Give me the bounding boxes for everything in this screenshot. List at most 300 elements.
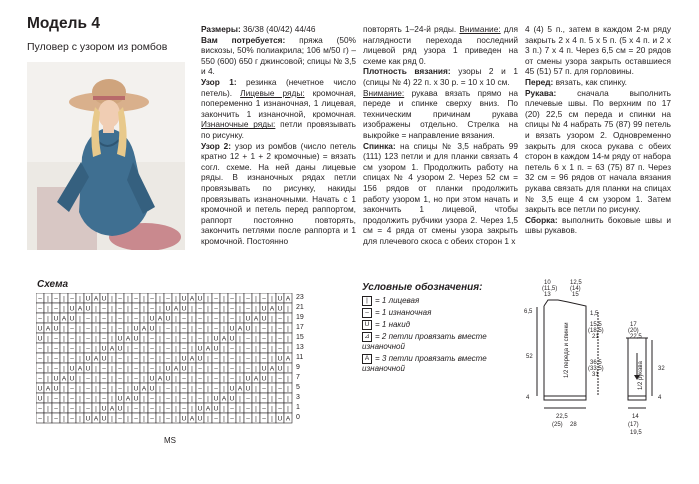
legend-item-yarn-over	[362, 320, 410, 330]
chart-symbol: |	[207, 395, 209, 403]
chart-symbol: U	[85, 295, 91, 303]
chart-symbol: |	[175, 405, 177, 413]
chart-symbol: –	[54, 355, 58, 363]
text-column-2	[363, 24, 518, 246]
chart-symbol: |	[175, 325, 177, 333]
chart-symbol: U	[133, 335, 139, 343]
chart-symbol: U	[261, 305, 267, 313]
chart-symbol: –	[134, 405, 138, 413]
chart-symbol: |	[191, 305, 193, 313]
chart-symbol: –	[214, 295, 218, 303]
chart-symbol: –	[150, 355, 154, 363]
chart-symbol: |	[127, 325, 129, 333]
chart-symbol: –	[118, 375, 122, 383]
chart-symbol: –	[278, 375, 282, 383]
chart-symbol: |	[239, 345, 241, 353]
chart-symbol: U	[213, 335, 219, 343]
back-text: на спицы № 3,5 набрать 99 (111) 123 петли и для планки связать 4 см узором 1. Продолжить работу на спицах № 4 узором 2. Через 52 см = 156 рядов от планки продолжить работу узором 1, но при этом начать и закончить 1 лицевой, чтобы продолжить рубчики узора 2. Через 1,5 см = 4 ряда от смены узора закрыть для плечевого скоса с обеих сторон 1 x	[363, 140, 518, 246]
chart-symbol: A	[61, 315, 67, 323]
chart-symbol: A	[45, 385, 51, 393]
attention-text: для наглядности перехода последний лицевой ряд узора 1 приведен на схеме как ряд 0.	[363, 24, 519, 66]
chart-symbol: –	[38, 305, 42, 313]
chart-symbol: |	[79, 315, 81, 323]
chart-symbol: –	[150, 295, 154, 303]
chart-symbol: –	[230, 315, 234, 323]
chart-symbol: –	[278, 325, 282, 333]
legend-item-text: = 3 петли провязать вместе	[375, 354, 487, 364]
chart-symbol: –	[150, 335, 154, 343]
chart-symbol: U	[261, 365, 267, 373]
chart-symbol: |	[191, 325, 193, 333]
chart-symbol: |	[255, 385, 257, 393]
chart-symbol: U	[117, 395, 123, 403]
chart-symbol: |	[255, 415, 257, 423]
chart-symbol: –	[166, 325, 170, 333]
chart-symbol: |	[255, 305, 257, 313]
chart-symbol: |	[271, 405, 273, 413]
legend-item-text2: изнаночной	[362, 342, 405, 352]
pattern1-text: резинка (нечетное число петель).	[201, 76, 356, 98]
chart-symbol: –	[70, 415, 74, 423]
chart-symbol: A	[77, 305, 83, 313]
row-number: 13	[296, 344, 304, 351]
chart-symbol: –	[150, 345, 154, 353]
chart-symbol: |	[239, 335, 241, 343]
knit-icon: |	[362, 296, 372, 306]
chart-symbol: |	[159, 295, 161, 303]
materials-text: пряжа (50% вискозы, 50% полиакрила; 106 м/50 г) – 550 (600) 650 г джинсовой; спицы № 3,5 и 4.	[201, 34, 356, 77]
body-band: 4	[526, 395, 530, 401]
chart-symbol: U	[53, 315, 59, 323]
chart-symbol: |	[79, 325, 81, 333]
chart-symbol: –	[198, 325, 202, 333]
chart-symbol: |	[63, 335, 65, 343]
chart-symbol: –	[246, 295, 250, 303]
chart-symbol: U	[213, 395, 219, 403]
chart-symbol: |	[175, 335, 177, 343]
repeat-text: повторять 1–24-й ряды.	[363, 24, 460, 34]
chart-symbol: –	[198, 365, 202, 373]
pattern1-label: Узор 1:	[201, 76, 237, 87]
chart-symbol: A	[61, 375, 67, 383]
chart-symbol: |	[255, 335, 257, 343]
chart-symbol: |	[239, 395, 241, 403]
chart-symbol: |	[287, 315, 289, 323]
pattern-diagram	[518, 278, 688, 453]
legend-item-k3tog	[362, 354, 487, 374]
chart-symbol: |	[127, 385, 129, 393]
chart-symbol: A	[205, 405, 211, 413]
chart-symbol: |	[111, 365, 113, 373]
chart-symbol: |	[255, 355, 257, 363]
chart-symbol: –	[70, 355, 74, 363]
chart-symbol: |	[159, 405, 161, 413]
ms-label: MS	[164, 436, 176, 445]
chart-symbol: |	[47, 315, 49, 323]
row-number: 5	[296, 384, 300, 391]
chart-symbol: U	[69, 375, 75, 383]
chart-symbol: –	[86, 385, 90, 393]
chart-symbol: –	[182, 325, 186, 333]
chart-symbol: |	[127, 345, 129, 353]
chart-symbol: |	[191, 395, 193, 403]
chart-symbol: A	[189, 355, 195, 363]
chart-symbol: –	[262, 415, 266, 423]
chart-symbol: –	[182, 395, 186, 403]
chart-symbol: |	[47, 405, 49, 413]
knitting-chart	[36, 293, 294, 432]
chart-symbol: |	[63, 365, 65, 373]
chart-symbol: |	[191, 315, 193, 323]
chart-symbol: –	[246, 415, 250, 423]
chart-symbol: |	[95, 375, 97, 383]
page-title: Модель 4	[27, 15, 100, 32]
chart-symbol: –	[118, 295, 122, 303]
sizes-text: 36/38 (40/42) 44/46	[240, 24, 316, 34]
chart-symbol: |	[143, 305, 145, 313]
chart-symbol: |	[207, 365, 209, 373]
chart-symbol: U	[85, 305, 91, 313]
chart-symbol: –	[134, 415, 138, 423]
chart-symbol: –	[150, 365, 154, 373]
chart-symbol: –	[182, 345, 186, 353]
chart-symbol: |	[207, 415, 209, 423]
legend-item-text: = 1 накид	[375, 320, 411, 330]
chart-symbol: –	[166, 345, 170, 353]
sleeve-bottom-3: 19,5	[630, 430, 642, 436]
chart-symbol: |	[111, 355, 113, 363]
chart-symbol: |	[175, 395, 177, 403]
page-subtitle: Пуловер с узором из ромбов	[27, 41, 168, 53]
chart-symbol: –	[38, 405, 42, 413]
chart-symbol: |	[79, 335, 81, 343]
chart-symbol: U	[101, 345, 107, 353]
chart-symbol: –	[230, 365, 234, 373]
chart-symbol: |	[79, 385, 81, 393]
chart-symbol: U	[37, 335, 43, 343]
chart-symbol: –	[102, 315, 106, 323]
chart-symbol: –	[182, 385, 186, 393]
chart-symbol: –	[38, 375, 42, 383]
chart-symbol: –	[150, 395, 154, 403]
chart-symbol: –	[262, 295, 266, 303]
legend-item-text: = 1 изнаночная	[375, 308, 432, 318]
body-armhole-3: 21	[592, 334, 599, 340]
chart-symbol: |	[287, 375, 289, 383]
row-number: 15	[296, 334, 304, 341]
chart-symbol: –	[86, 395, 90, 403]
sleeve-bottom: 14	[632, 414, 639, 420]
chart-symbol: |	[207, 305, 209, 313]
body-armhole-2: (18,5)	[588, 328, 604, 334]
chart-symbol: A	[205, 345, 211, 353]
chart-symbol: U	[85, 365, 91, 373]
chart-symbol: |	[191, 335, 193, 343]
chart-symbol: –	[150, 405, 154, 413]
chart-symbol: U	[197, 415, 203, 423]
row-number: 1	[296, 404, 300, 411]
chart-symbol: U	[197, 355, 203, 363]
chart-symbol: –	[54, 335, 58, 343]
chart-symbol: –	[182, 405, 186, 413]
chart-symbol: U	[277, 295, 283, 303]
chart-symbol: U	[149, 385, 155, 393]
chart-symbol: –	[86, 335, 90, 343]
chart-symbol: –	[198, 395, 202, 403]
chart-symbol: U	[53, 375, 59, 383]
chart-symbol: |	[143, 335, 145, 343]
chart-symbol: |	[255, 395, 257, 403]
chart-symbol: U	[213, 405, 219, 413]
chart-symbol: U	[37, 325, 43, 333]
chart-symbol: –	[262, 405, 266, 413]
chart-symbol: |	[159, 415, 161, 423]
chart-symbol: |	[271, 395, 273, 403]
row-number: 0	[296, 414, 300, 421]
chart-symbol: A	[253, 315, 259, 323]
chart-symbol: –	[230, 405, 234, 413]
chart-symbol: –	[102, 325, 106, 333]
chart-symbol: |	[47, 365, 49, 373]
assembly-text: выполнить боковые швы и швы рукавов.	[525, 214, 671, 236]
body-width: 22,5	[556, 414, 568, 420]
chart-symbol: |	[111, 295, 113, 303]
body-top-right: 12,5	[570, 280, 582, 286]
chart-symbol: –	[214, 365, 218, 373]
k2tog-icon: ⊿	[362, 332, 372, 342]
chart-symbol: |	[47, 295, 49, 303]
chart-symbol: A	[45, 325, 51, 333]
body-side-2: (33,5)	[588, 366, 604, 372]
chart-symbol: |	[223, 315, 225, 323]
chart-symbol: A	[285, 355, 291, 363]
chart-symbol: –	[102, 365, 106, 373]
pattern-diagram-svg	[518, 278, 688, 448]
woman-in-hat-icon	[27, 62, 185, 250]
chart-symbol: |	[207, 315, 209, 323]
text-column-3	[525, 24, 671, 236]
chart-symbol: |	[63, 345, 65, 353]
row-number: 19	[296, 314, 304, 321]
chart-symbol: U	[69, 365, 75, 373]
chart-symbol: –	[86, 345, 90, 353]
chart-symbol: –	[166, 385, 170, 393]
chart-symbol: |	[127, 415, 129, 423]
chart-symbol: |	[223, 375, 225, 383]
chart-symbol: A	[109, 345, 115, 353]
chart-symbol: –	[278, 315, 282, 323]
chart-symbol: |	[95, 305, 97, 313]
chart-symbol: |	[239, 305, 241, 313]
chart-symbol: –	[134, 355, 138, 363]
chart-symbol: U	[181, 415, 187, 423]
chart-symbol: U	[181, 305, 187, 313]
chart-symbol: U	[101, 415, 107, 423]
chart-symbol: |	[207, 295, 209, 303]
chart-symbol: |	[287, 365, 289, 373]
attention-label: Внимание:	[459, 24, 501, 34]
chart-symbol: A	[77, 365, 83, 373]
chart-symbol: A	[189, 295, 195, 303]
chart-symbol: |	[271, 345, 273, 353]
body-shoulder-drop: 1,5	[590, 311, 599, 317]
chart-symbol: –	[278, 335, 282, 343]
chart-symbol: –	[230, 345, 234, 353]
model-photo	[27, 62, 185, 250]
text-column-1	[201, 24, 356, 246]
chart-symbol: |	[111, 315, 113, 323]
chart-symbol: |	[143, 355, 145, 363]
chart-symbol: –	[166, 355, 170, 363]
chart-symbol: U	[213, 345, 219, 353]
chart-symbol: –	[166, 405, 170, 413]
chart-symbol: –	[214, 385, 218, 393]
chart-symbol: |	[223, 405, 225, 413]
chart-symbol: –	[262, 335, 266, 343]
chart-symbol: |	[255, 365, 257, 373]
chart-symbol: |	[127, 315, 129, 323]
chart-symbol: –	[54, 405, 58, 413]
chart-symbol: U	[181, 295, 187, 303]
chart-symbol: A	[221, 335, 227, 343]
chart-symbol: |	[95, 325, 97, 333]
chart-symbol: –	[262, 395, 266, 403]
chart-symbol: U	[277, 355, 283, 363]
chart-symbol: |	[207, 355, 209, 363]
legend-item-text: = 1 лицевая	[375, 296, 420, 306]
chart-symbol: |	[47, 375, 49, 383]
chart-symbol: |	[127, 295, 129, 303]
back-continued-text: 4 (4) 5 п., затем в каждом 2-м ряду закрыть 2 x 4 п. 5 x 5 п. (5 x 4 п. и 2 x 3 п.) 7 x 4 п. Через 6,5 см = 20 рядов от смены узора закрыть оставшиеся 45 (51) 57 п. для горловины.	[525, 24, 671, 77]
chart-symbol: |	[239, 415, 241, 423]
body-height: 52	[526, 354, 533, 360]
chart-symbol: –	[38, 365, 42, 373]
chart-symbol: |	[223, 345, 225, 353]
front-label: Перед:	[525, 76, 554, 87]
chart-symbol: –	[54, 295, 58, 303]
chart-symbol: –	[230, 375, 234, 383]
chart-symbol: |	[287, 345, 289, 353]
chart-symbol: –	[198, 375, 202, 383]
chart-symbol: –	[214, 305, 218, 313]
chart-symbol: U	[229, 395, 235, 403]
chart-symbol: |	[79, 295, 81, 303]
sleeve-band: 4	[658, 395, 662, 401]
chart-symbol: |	[239, 315, 241, 323]
chart-symbol: U	[165, 375, 171, 383]
row-number: 23	[296, 294, 304, 301]
chart-symbol: |	[63, 395, 65, 403]
chart-symbol: |	[239, 405, 241, 413]
chart-symbol: |	[287, 305, 289, 313]
chart-symbol: –	[38, 295, 42, 303]
back-label: Спинка:	[363, 140, 396, 151]
chart-symbol: –	[214, 355, 218, 363]
chart-symbol: A	[269, 365, 275, 373]
chart-symbol: U	[149, 315, 155, 323]
body-top-small-3: 13	[544, 292, 551, 298]
body-label: 1/2 переда и спинки	[564, 322, 570, 378]
chart-symbol: |	[271, 375, 273, 383]
chart-symbol: |	[47, 305, 49, 313]
chart-symbol: U	[277, 365, 283, 373]
chart-symbol: –	[86, 405, 90, 413]
chart-symbol: U	[37, 395, 43, 403]
chart-symbol: |	[79, 355, 81, 363]
chart-symbol: |	[79, 395, 81, 403]
chart-symbol: |	[175, 375, 177, 383]
chart-symbol: |	[191, 365, 193, 373]
chart-symbol: |	[255, 325, 257, 333]
chart-symbol: |	[159, 355, 161, 363]
chart-symbol: U	[165, 315, 171, 323]
k3tog-icon: A	[362, 354, 372, 364]
chart-symbol: A	[285, 415, 291, 423]
chart-symbol: –	[278, 345, 282, 353]
chart-symbol: –	[246, 335, 250, 343]
chart-symbol: –	[150, 415, 154, 423]
chart-symbol: –	[214, 315, 218, 323]
chart-symbol: –	[246, 355, 250, 363]
legend-item-text2: изнаночной	[362, 364, 405, 374]
chart-symbol: |	[255, 405, 257, 413]
sleeve-top: 17	[630, 322, 637, 328]
materials-label: Вам потребуется:	[201, 34, 286, 45]
chart-symbol: |	[47, 415, 49, 423]
chart-symbol: A	[237, 325, 243, 333]
chart-symbol: |	[127, 365, 129, 373]
legend-item-k2tog	[362, 332, 487, 352]
chart-symbol: U	[197, 295, 203, 303]
chart-symbol: –	[118, 315, 122, 323]
chart-symbol: –	[134, 315, 138, 323]
chart-symbol: |	[79, 405, 81, 413]
chart-symbol: A	[269, 305, 275, 313]
chart-symbol: |	[239, 365, 241, 373]
chart-symbol: |	[255, 345, 257, 353]
chart-symbol: –	[70, 405, 74, 413]
sleeves-label: Рукава:	[525, 87, 557, 98]
chart-symbol: –	[38, 315, 42, 323]
chart-symbol: |	[159, 395, 161, 403]
body-top-small: 10	[544, 280, 551, 286]
chart-symbol: U	[277, 305, 283, 313]
chart-symbol: –	[246, 345, 250, 353]
chart-symbol: |	[207, 375, 209, 383]
chart-symbol: U	[261, 375, 267, 383]
sleeve-label: 1/2 рукава	[638, 361, 644, 390]
chart-symbol: U	[85, 355, 91, 363]
assembly-label: Сборка:	[525, 214, 558, 225]
chart-symbol: A	[173, 305, 179, 313]
chart-symbol: –	[70, 295, 74, 303]
sleeve-height: 32	[658, 366, 665, 372]
chart-symbol: –	[38, 415, 42, 423]
row-number: 17	[296, 324, 304, 331]
chart-symbol: U	[53, 325, 59, 333]
chart-symbol: –	[278, 405, 282, 413]
chart-symbol: –	[86, 325, 90, 333]
chart-symbol: |	[47, 345, 49, 353]
chart-symbol: –	[70, 385, 74, 393]
yarn-over-icon: U	[362, 320, 372, 330]
chart-symbol: |	[47, 395, 49, 403]
chart-symbol: |	[63, 415, 65, 423]
legend-title: Условные обозначения:	[362, 282, 483, 293]
chart-symbol: –	[118, 355, 122, 363]
chart-symbol: –	[134, 345, 138, 353]
chart-symbol: –	[118, 415, 122, 423]
